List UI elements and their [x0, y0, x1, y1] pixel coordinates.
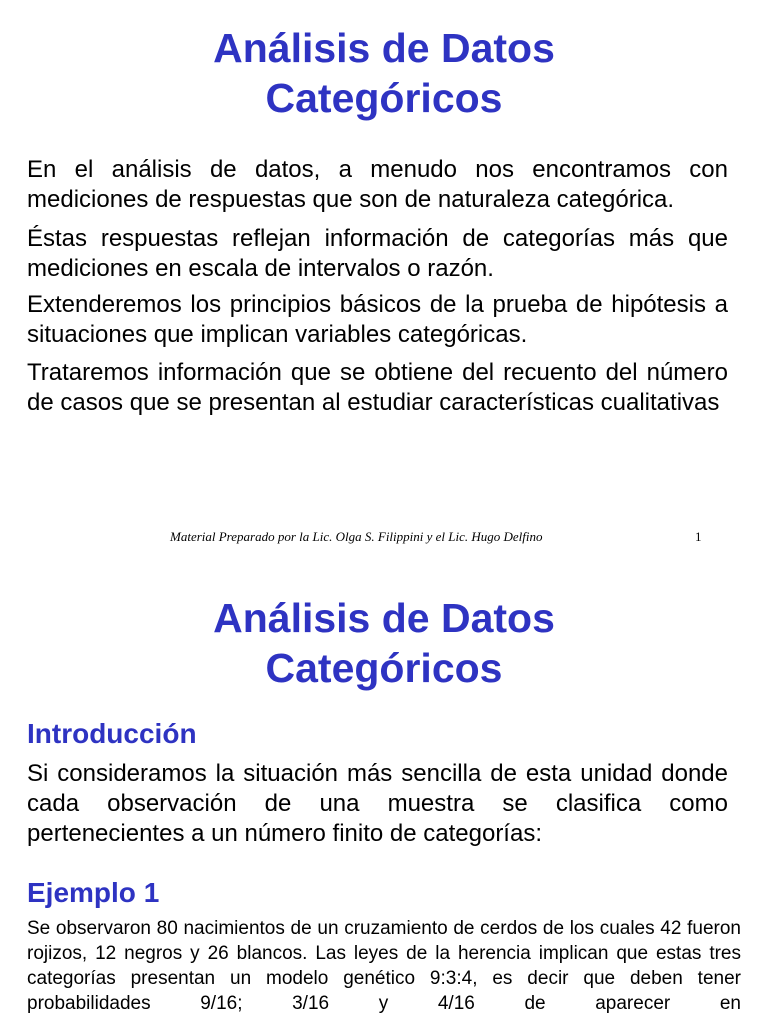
title-line-1: Análisis de Datos	[213, 595, 555, 641]
slide-title	[0, 23, 768, 123]
paragraph-2: Éstas respuestas reflejan información de categorías más que mediciones en escala de intervalos o razón.	[27, 225, 728, 282]
title-line-1: Análisis de Datos	[213, 25, 555, 71]
section-heading: Introducción	[27, 718, 197, 749]
page-number: 1	[695, 529, 702, 544]
example-heading: Ejemplo 1	[27, 877, 160, 908]
paragraph-4: Trataremos información que se obtiene del recuento del número de casos que se presentan al estudiar características cualitativas	[27, 359, 728, 416]
intro-paragraph: Si consideramos la situación más sencilla de esta unidad donde cada observación de una muestra se clasifica como pertenecientes a un número finito de categorías:	[27, 760, 728, 847]
paragraph-1: En el análisis de datos, a menudo nos encontramos con mediciones de respuestas que son de naturaleza categórica.	[27, 156, 728, 213]
slide-title	[0, 593, 768, 693]
title-line-2: Categóricos	[265, 75, 503, 121]
paragraph-3: Extenderemos los principios básicos de la prueba de hipótesis a situaciones que implican variables categóricas.	[27, 291, 728, 348]
title-line-2: Categóricos	[265, 645, 503, 691]
slide-footer: Material Preparado por la Lic. Olga S. Filippini y el Lic. Hugo Delfino	[170, 529, 543, 544]
slide-2	[0, 583, 768, 1024]
example-text: Se observaron 80 nacimientos de un cruzamiento de cerdos de los cuales 42 fueron rojizos, 12 negros y 26 blancos. Las leyes de la herencia implican que estas tres categorías presentan un modelo genético 9:3:4, es decir que deben tener probabilidades 9/16; 3/16 y 4/16 de aparecer en	[27, 918, 741, 1014]
